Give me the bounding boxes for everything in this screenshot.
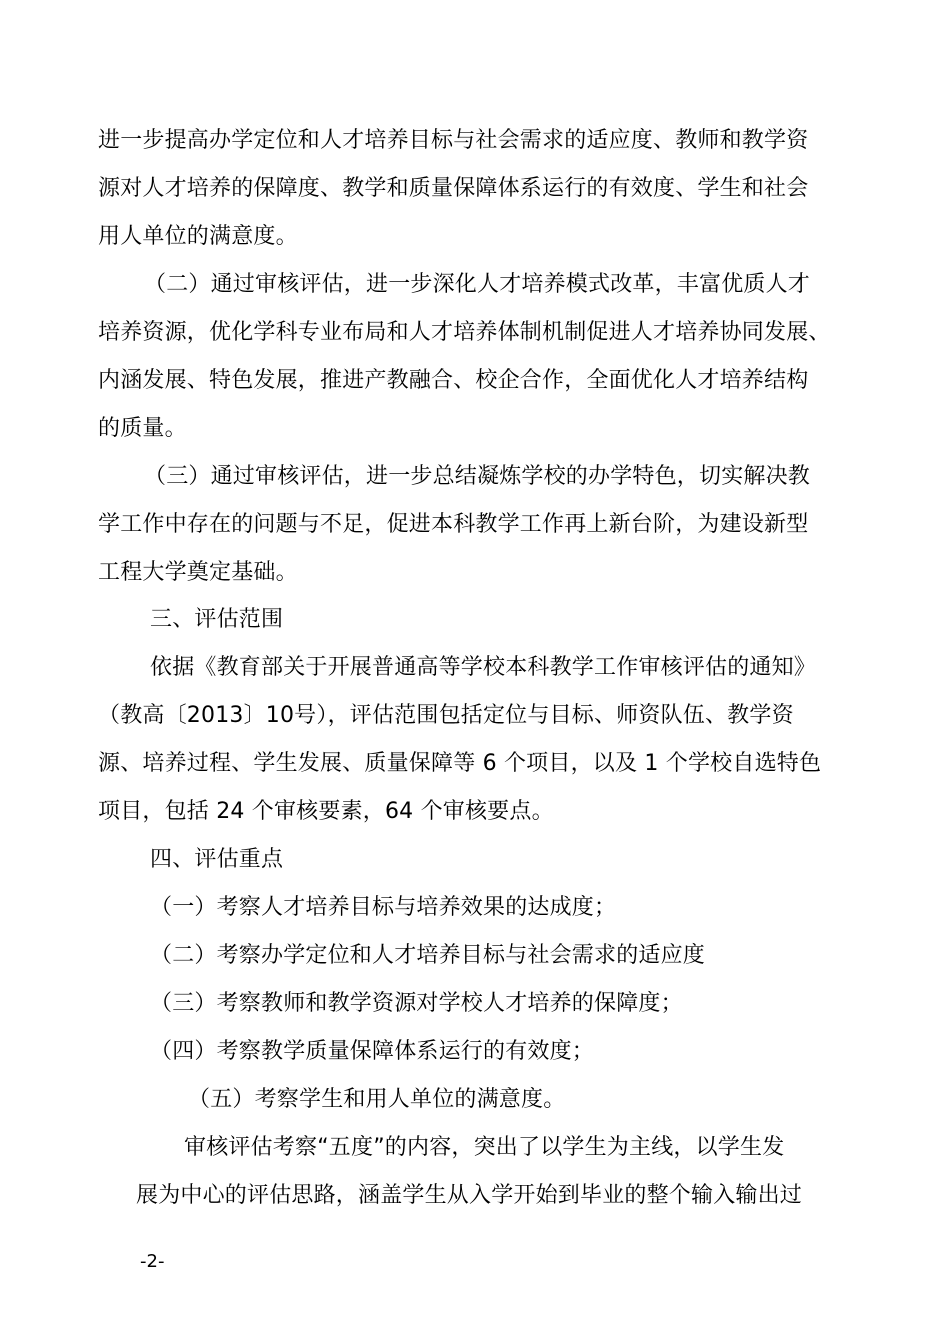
paragraph-line: 源对人才培养的保障度、教学和质量保障体系运行的有效度、学生和社会	[98, 176, 809, 201]
paragraph-line: 项目，包括 24 个审核要素，64 个审核要点。	[98, 799, 554, 824]
paragraph-line: 内涵发展、特色发展，推进产教融合、校企合作，全面优化人才培养结构	[98, 368, 809, 393]
paragraph-line: 展为中心的评估思路，涵盖学生从入学开始到毕业的整个输入输出过	[136, 1183, 803, 1208]
list-item: （五）考察学生和用人单位的满意度。	[188, 1087, 566, 1112]
paragraph-line: 学工作中存在的问题与不足，促进本科教学工作再上新台阶，为建设新型	[98, 512, 809, 537]
paragraph-line: （教高〔2013〕10号），评估范围包括定位与目标、师资队伍、教学资	[98, 703, 794, 728]
paragraph-line: 源、培养过程、学生发展、质量保障等 6 个项目，以及 1 个学校自选特色	[98, 751, 822, 776]
paragraph-line: 用人单位的满意度。	[98, 224, 298, 249]
section-heading: 三、评估范围	[150, 607, 284, 632]
paragraph-line: 的质量。	[98, 416, 187, 441]
paragraph-line: 依据《教育部关于开展普通高等学校本科教学工作审核评估的通知》	[150, 655, 817, 680]
list-item: （二）考察办学定位和人才培养目标与社会需求的适应度	[150, 943, 706, 968]
paragraph-line: 培养资源，优化学科专业布局和人才培养体制机制促进人才培养协同发展、	[98, 320, 831, 345]
list-item: （一）考察人才培养目标与培养效果的达成度；	[150, 895, 617, 920]
paragraph-line: （二）通过审核评估，进一步深化人才培养模式改革，丰富优质人才	[144, 272, 811, 297]
paragraph-line: 进一步提高办学定位和人才培养目标与社会需求的适应度、教师和教学资	[98, 128, 809, 153]
list-item: （三）考察教师和教学资源对学校人才培养的保障度；	[150, 991, 683, 1016]
paragraph-line: 审核评估考察“五度”的内容，突出了以学生为主线，以学生发	[184, 1135, 785, 1160]
page-number: -2-	[140, 1251, 165, 1272]
paragraph-line: （三）通过审核评估，进一步总结凝炼学校的办学特色，切实解决教	[144, 464, 811, 489]
list-item: （四）考察教学质量保障体系运行的有效度；	[150, 1039, 595, 1064]
section-heading: 四、评估重点	[150, 847, 284, 872]
paragraph-line: 工程大学奠定基础。	[98, 560, 298, 585]
